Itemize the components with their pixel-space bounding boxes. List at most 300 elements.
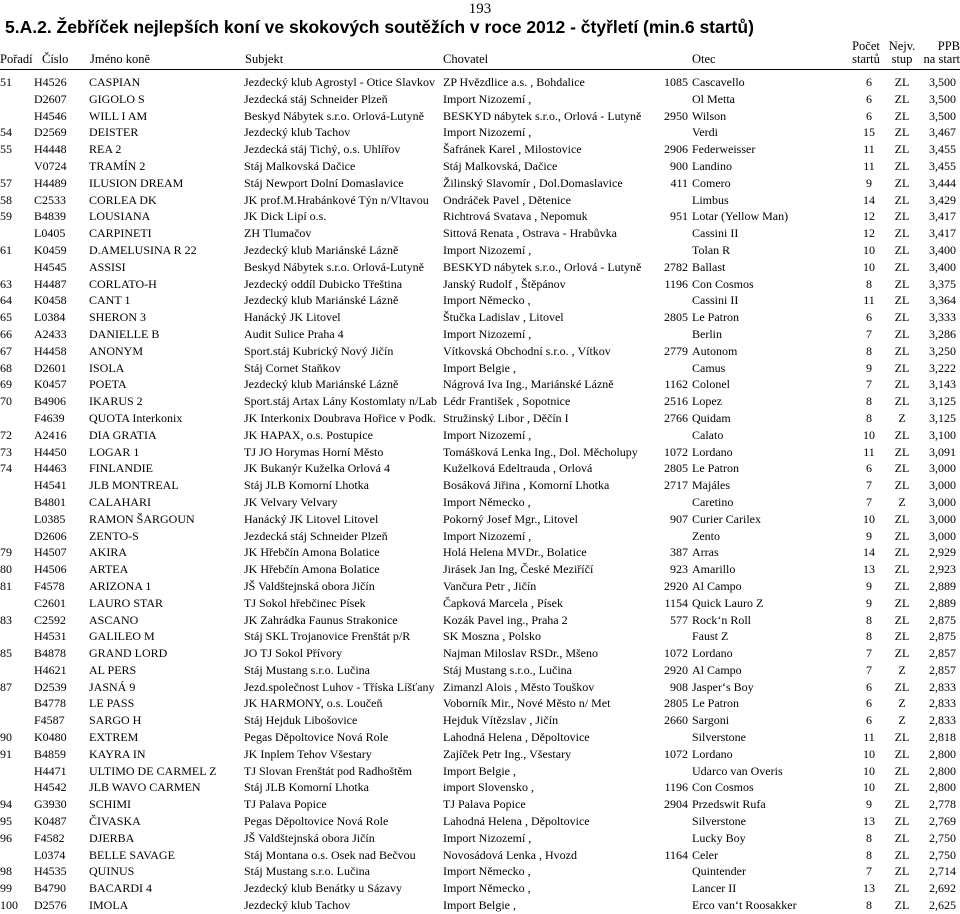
- subject-cell: Stáj Hejduk Libošovice: [244, 713, 358, 728]
- breeder-cell: Jirásek Jan Ing, České Meziříčí: [443, 562, 594, 577]
- rank-cell: 87: [0, 679, 12, 694]
- rank-cell: 55: [0, 142, 12, 157]
- max-level-cell: Z: [898, 713, 906, 728]
- rank-cell: 70: [0, 394, 12, 409]
- ppb-cell: 2,800: [929, 763, 956, 778]
- rank-cell: 99: [0, 881, 12, 896]
- breeder-cell: Bosáková Jiřina , Komorní Lhotka: [443, 478, 610, 493]
- sire-cell: Caretino: [692, 494, 734, 509]
- starts-cell: 9: [866, 528, 872, 543]
- rank-cell: 90: [0, 730, 12, 745]
- breeder-cell: Import Belgie ,: [443, 763, 516, 778]
- sire-cell: Quintender: [692, 864, 746, 879]
- breeder-cell: import Slovensko ,: [443, 780, 535, 795]
- starts-cell: 8: [866, 830, 872, 845]
- subject-cell: TJ Slovan Frenštát pod Radhoštěm: [244, 763, 412, 778]
- sire-cell: Federweisser: [692, 142, 756, 157]
- subject-cell: Pegas Děpoltovice Nová Role: [244, 814, 389, 829]
- subject-cell: JK Inplem Tehov Všestary: [244, 746, 372, 761]
- sire-cell: Lordano: [692, 646, 733, 661]
- starts-cell: 12: [863, 226, 875, 241]
- rank-cell: 100: [0, 898, 18, 913]
- header-starts: [846, 40, 886, 66]
- sire-cell: Ol Metta: [692, 91, 735, 106]
- horse-name-cell: QUOTA Interkonix: [89, 410, 183, 425]
- table-row: [0, 612, 960, 629]
- max-level-cell: ZL: [894, 746, 910, 761]
- starts-cell: 14: [863, 545, 875, 560]
- subject-cell: JK HAPAX, o.s. Postupice: [244, 427, 373, 442]
- sire-cell: Silverstone: [692, 814, 746, 829]
- horse-name-cell: ANONYM: [89, 343, 143, 358]
- starts-cell: 7: [866, 646, 872, 661]
- max-level-cell: ZL: [894, 898, 910, 913]
- sire-cell: Comero: [692, 175, 731, 190]
- subject-cell: JŠ Valdštejnská obora Jičín: [244, 830, 375, 845]
- ppb-cell: 3,400: [929, 242, 956, 257]
- ppb-cell: 2,929: [929, 545, 956, 560]
- table-row: [0, 276, 960, 293]
- subject-cell: JŠ Valdštejnská obora Jičín: [244, 578, 375, 593]
- breeder-cell: Najman Miloslav RSDr., Mšeno: [443, 646, 598, 661]
- table-row: [0, 679, 960, 696]
- ppb-cell: 2,889: [929, 578, 956, 593]
- breeder-cell: TJ Palava Popice: [443, 797, 526, 812]
- ppb-cell: 3,286: [929, 326, 956, 341]
- ppb-cell: 2,833: [929, 679, 956, 694]
- breeder-code-cell: 2782: [664, 259, 688, 274]
- sire-cell: Le Patron: [692, 310, 739, 325]
- subject-cell: JK Bukanýr Kuželka Orlová 4: [244, 461, 390, 476]
- starts-cell: 11: [863, 293, 875, 308]
- horse-name-cell: CORLEA DK: [89, 192, 157, 207]
- subject-cell: JK HARMONY, o.s. Loučeň: [244, 696, 383, 711]
- sire-cell: Lotar (Yellow Man): [692, 209, 789, 224]
- max-level-cell: ZL: [894, 595, 910, 610]
- table-row: [0, 124, 960, 141]
- number-cell: H4487: [34, 276, 67, 291]
- horse-name-cell: CASPIAN: [89, 75, 141, 89]
- ppb-cell: 3,364: [929, 293, 956, 308]
- max-level-cell: ZL: [894, 310, 910, 325]
- horse-name-cell: ARTEA: [89, 562, 129, 577]
- starts-cell: 11: [863, 444, 875, 459]
- ppb-cell: 3,467: [929, 125, 956, 140]
- ppb-cell: 3,500: [929, 91, 956, 106]
- number-cell: B4790: [34, 881, 67, 896]
- table-row: [0, 225, 960, 242]
- subject-cell: Jezdecký klub Tachov: [244, 898, 351, 913]
- ppb-cell: 3,222: [929, 360, 956, 375]
- table-row: [0, 628, 960, 645]
- ppb-cell: 3,500: [929, 75, 956, 89]
- horse-name-cell: GRAND LORD: [89, 646, 168, 661]
- starts-cell: 10: [863, 780, 875, 795]
- starts-cell: 13: [863, 562, 875, 577]
- subject-cell: Jezdecká stáj Tichý, o.s. Uhlířov: [244, 142, 401, 157]
- header-divider: [0, 69, 960, 70]
- rank-cell: 61: [0, 242, 12, 257]
- subject-cell: JK prof.M.Hrabánkové Týn n/Vltavou: [244, 192, 429, 207]
- subject-cell: JK Interkonix Doubrava Hořice v Podk.: [244, 410, 436, 425]
- breeder-code-cell: 1196: [664, 780, 688, 795]
- horse-name-cell: FINLANDIE: [89, 461, 153, 476]
- max-level-cell: ZL: [894, 377, 910, 392]
- max-level-cell: ZL: [894, 75, 910, 89]
- subject-cell: Jezdecký klub Benátky u Sázavy: [244, 881, 402, 896]
- sire-cell: Al Campo: [692, 662, 742, 677]
- ppb-cell: 2,769: [929, 814, 956, 829]
- horse-name-cell: IMOLA: [89, 898, 129, 913]
- subject-cell: Stáj Cornet Staňkov: [244, 360, 341, 375]
- breeder-cell: Zajíček Petr Ing., Všestary: [443, 746, 572, 761]
- starts-cell: 9: [866, 578, 872, 593]
- page-number: 193: [468, 1, 492, 17]
- rank-cell: 79: [0, 545, 12, 560]
- horse-name-cell: LE PASS: [89, 696, 135, 711]
- number-cell: A2416: [34, 427, 67, 442]
- table-row: [0, 393, 960, 410]
- horse-name-cell: SHERON 3: [89, 310, 147, 325]
- breeder-code-cell: 2660: [664, 713, 688, 728]
- breeder-cell: Žilinský Slavomír , Dol.Domaslavice: [443, 175, 623, 190]
- number-cell: D2576: [34, 898, 67, 913]
- rank-cell: 59: [0, 209, 12, 224]
- table-row: [0, 74, 960, 91]
- table-row: [0, 158, 960, 175]
- breeder-cell: Richtrová Svatava , Nepomuk: [443, 209, 588, 224]
- table-row: [0, 796, 960, 813]
- rank-cell: 65: [0, 310, 12, 325]
- subject-cell: Stáj Malkovská Dačice: [244, 158, 356, 173]
- breeder-cell: Novosádová Lenka , Hvozd: [443, 847, 577, 862]
- breeder-code-cell: 1072: [664, 444, 688, 459]
- sire-cell: Calato: [692, 427, 724, 442]
- ppb-cell: 2,857: [929, 646, 956, 661]
- max-level-cell: ZL: [894, 158, 910, 173]
- rank-cell: 81: [0, 578, 12, 593]
- horse-name-cell: BACARDI 4: [89, 881, 153, 896]
- subject-cell: Jezdecká stáj Schneider Plzeň: [244, 91, 388, 106]
- max-level-cell: ZL: [894, 814, 910, 829]
- max-level-cell: ZL: [894, 679, 910, 694]
- table-row: [0, 578, 960, 595]
- max-level-cell: Z: [898, 410, 906, 425]
- breeder-code-cell: 2920: [664, 662, 688, 677]
- max-level-cell: ZL: [894, 562, 910, 577]
- rank-cell: 67: [0, 343, 12, 358]
- ppb-cell: 3,000: [929, 461, 956, 476]
- header-horse: Jméno koně: [90, 52, 151, 66]
- max-level-cell: ZL: [894, 511, 910, 526]
- number-cell: A2433: [34, 326, 67, 341]
- sire-cell: Cascavello: [692, 75, 745, 89]
- sire-cell: Verdi: [692, 125, 718, 140]
- breeder-cell: Import Belgie ,: [443, 360, 516, 375]
- number-cell: B4859: [34, 746, 67, 761]
- sire-cell: Al Campo: [692, 578, 742, 593]
- subject-cell: Sport.stáj Kubrický Nový Jičín: [244, 343, 394, 358]
- horse-name-cell: GIGOLO S: [89, 91, 145, 106]
- ppb-cell: 2,875: [929, 612, 956, 627]
- breeder-cell: Vítkovská Obchodní s.r.o. , Vítkov: [443, 343, 611, 358]
- breeder-code-cell: 2906: [664, 142, 688, 157]
- horse-name-cell: DIA GRATIA: [89, 427, 157, 442]
- max-level-cell: ZL: [894, 91, 910, 106]
- table-row: [0, 410, 960, 427]
- number-cell: D2539: [34, 679, 67, 694]
- header-rank: Pořadí: [0, 52, 33, 66]
- table-row: [0, 645, 960, 662]
- rank-cell: 73: [0, 444, 12, 459]
- sire-cell: Ballast: [692, 259, 726, 274]
- sire-cell: Quidam: [692, 410, 731, 425]
- table-row: [0, 360, 960, 377]
- starts-cell: 6: [866, 91, 872, 106]
- breeder-cell: Import Nizozemí ,: [443, 242, 532, 257]
- max-level-cell: ZL: [894, 209, 910, 224]
- breeder-cell: Šafránek Karel , Milostovice: [443, 142, 582, 157]
- breeder-code-cell: 2516: [664, 394, 688, 409]
- breeder-cell: Import Německo ,: [443, 293, 531, 308]
- starts-cell: 7: [866, 494, 872, 509]
- sire-cell: Quick Lauro Z: [692, 595, 764, 610]
- header-owner: Chovatel: [443, 52, 489, 66]
- table-row: [0, 141, 960, 158]
- table-row: [0, 108, 960, 125]
- horse-name-cell: EXTREM: [89, 730, 139, 745]
- starts-cell: 15: [863, 125, 875, 140]
- ppb-cell: 3,400: [929, 259, 956, 274]
- horse-name-cell: SCHIMI: [89, 797, 132, 812]
- subject-cell: Hanácký JK Litovel Litovel: [244, 511, 379, 526]
- header-subject: Subjekt: [245, 52, 284, 66]
- sire-cell: Con Cosmos: [692, 780, 754, 795]
- max-level-cell: Z: [898, 696, 906, 711]
- breeder-cell: Štučka Ladislav , Litovel: [443, 310, 564, 325]
- breeder-code-cell: 1072: [664, 746, 688, 761]
- starts-cell: 7: [866, 864, 872, 879]
- max-level-cell: ZL: [894, 125, 910, 140]
- table-row: [0, 444, 960, 461]
- sire-cell: Rock‘n Roll: [692, 612, 751, 627]
- sire-cell: Amarillo: [692, 562, 736, 577]
- ppb-cell: 2,750: [929, 847, 956, 862]
- sire-cell: Le Patron: [692, 461, 739, 476]
- max-level-cell: ZL: [894, 629, 910, 644]
- breeder-cell: Čapková Marcela , Písek: [443, 595, 563, 610]
- ppb-cell: 3,000: [929, 511, 956, 526]
- sire-cell: Udarco van Overis: [692, 763, 783, 778]
- page-title: 5.A.2. Žebříček nejlepších koní ve skokových soutěžích v roce 2012 - čtyřletí (min.6 startů): [5, 17, 754, 37]
- table-row: [0, 746, 960, 763]
- sire-cell: Wilson: [692, 108, 727, 123]
- max-level-cell: ZL: [894, 763, 910, 778]
- starts-cell: 6: [866, 679, 872, 694]
- ppb-cell: 2,889: [929, 595, 956, 610]
- max-level-cell: ZL: [894, 847, 910, 862]
- breeder-cell: BESKYD nábytek s.r.o., Orlová - Lutyně: [443, 259, 642, 274]
- subject-cell: Stáj SKL Trojanovice Frenštát p/R: [244, 629, 411, 644]
- ppb-cell: 3,100: [929, 427, 956, 442]
- starts-cell: 13: [863, 881, 875, 896]
- breeder-code-cell: 923: [670, 562, 688, 577]
- max-level-cell: ZL: [894, 881, 910, 896]
- sire-cell: Faust Z: [692, 629, 729, 644]
- breeder-code-cell: 2904: [664, 797, 688, 812]
- subject-cell: JK Hřebčín Amona Bolatice: [244, 562, 380, 577]
- number-cell: D2607: [34, 91, 67, 106]
- number-cell: H4531: [34, 629, 67, 644]
- table-row: [0, 880, 960, 897]
- table-row: [0, 477, 960, 494]
- breeder-code-cell: 2805: [664, 461, 688, 476]
- horse-name-cell: RAMON ŠARGOUN: [89, 511, 195, 526]
- breeder-cell: Import Německo ,: [443, 864, 531, 879]
- number-cell: H4545: [34, 259, 67, 274]
- horse-name-cell: IKARUS 2: [89, 394, 143, 409]
- breeder-cell: BESKYD nábytek s.r.o., Orlová - Lutyně: [443, 108, 642, 123]
- subject-cell: Jezd.společnost Luhov - Tříska Líšťany: [244, 679, 435, 694]
- breeder-code-cell: 2717: [664, 478, 688, 493]
- sire-cell: Lucky Boy: [692, 830, 746, 845]
- table-row: [0, 259, 960, 276]
- table-row: [0, 544, 960, 561]
- horse-name-cell: JASNÁ 9: [89, 679, 136, 694]
- table-row: [0, 175, 960, 192]
- number-cell: L0374: [34, 847, 66, 862]
- rank-cell: 94: [0, 797, 12, 812]
- ppb-cell: 3,091: [929, 444, 956, 459]
- starts-cell: 13: [863, 814, 875, 829]
- subject-cell: Beskyd Nábytek s.r.o. Orlová-Lutyně: [244, 108, 424, 123]
- horse-name-cell: DJERBA: [89, 830, 135, 845]
- ppb-cell: 3,455: [929, 158, 956, 173]
- horse-name-cell: D.AMELUSINA R 22: [89, 242, 197, 257]
- table-row: [0, 192, 960, 209]
- breeder-cell: Lahodná Helena , Děpoltovice: [443, 814, 590, 829]
- sire-cell: Curier Carilex: [692, 511, 761, 526]
- number-cell: B4878: [34, 646, 67, 661]
- subject-cell: Stáj JLB Komorní Lhotka: [244, 780, 369, 795]
- number-cell: H4546: [34, 108, 67, 123]
- horse-name-cell: DEISTER: [89, 125, 139, 140]
- sire-cell: Zento: [692, 528, 720, 543]
- subject-cell: Stáj Newport Dolní Domaslavice: [244, 175, 404, 190]
- rank-cell: 69: [0, 377, 12, 392]
- max-level-cell: ZL: [894, 427, 910, 442]
- rank-cell: 66: [0, 326, 12, 341]
- number-cell: H4535: [34, 864, 67, 879]
- breeder-code-cell: 577: [670, 612, 688, 627]
- horse-name-cell: JLB WAVO CARMEN: [89, 780, 201, 795]
- table-row: [0, 863, 960, 880]
- number-cell: H4450: [34, 444, 67, 459]
- breeder-cell: Sittová Renata , Ostrava - Hrabůvka: [443, 226, 617, 241]
- sire-cell: Celer: [692, 847, 718, 862]
- max-level-cell: ZL: [894, 646, 910, 661]
- breeder-cell: Import Belgie ,: [443, 898, 516, 913]
- number-cell: F4578: [34, 578, 65, 593]
- subject-cell: Audit Sulice Praha 4: [244, 326, 344, 341]
- max-level-cell: ZL: [894, 478, 910, 493]
- ppb-cell: 2,625: [929, 898, 956, 913]
- subject-cell: Jezdecká stáj Schneider Plzeň: [244, 528, 388, 543]
- table-row: [0, 695, 960, 712]
- sire-cell: Berlin: [692, 326, 722, 341]
- horse-name-cell: REA 2: [89, 142, 122, 157]
- table-row: [0, 343, 960, 360]
- breeder-code-cell: 951: [670, 209, 688, 224]
- max-level-cell: ZL: [894, 528, 910, 543]
- rank-cell: 98: [0, 864, 12, 879]
- number-cell: H4489: [34, 175, 67, 190]
- starts-cell: 12: [863, 209, 875, 224]
- subject-cell: TJ Sokol hřebčinec Písek: [244, 595, 366, 610]
- starts-cell: 9: [866, 595, 872, 610]
- starts-cell: 8: [866, 343, 872, 358]
- subject-cell: Sport.stáj Artax Lány Kostomlaty n/Lab: [244, 394, 437, 409]
- starts-cell: 10: [863, 242, 875, 257]
- subject-cell: Jezdecký klub Tachov: [244, 125, 351, 140]
- max-level-cell: ZL: [894, 444, 910, 459]
- table-row: [0, 460, 960, 477]
- breeder-cell: Import Nizozemí ,: [443, 427, 532, 442]
- ppb-cell: 2,800: [929, 746, 956, 761]
- header-ppb-line1: PPB: [937, 39, 960, 53]
- starts-cell: 7: [866, 326, 872, 341]
- max-level-cell: ZL: [894, 175, 910, 190]
- subject-cell: Jezdecký klub Mariánské Lázně: [244, 242, 399, 257]
- number-cell: B4778: [34, 696, 67, 711]
- breeder-code-cell: 2805: [664, 310, 688, 325]
- rank-cell: 58: [0, 192, 12, 207]
- horse-name-cell: ULTIMO DE CARMEL Z: [89, 763, 217, 778]
- number-cell: H4507: [34, 545, 67, 560]
- number-cell: H4526: [34, 75, 67, 89]
- rank-cell: 64: [0, 293, 12, 308]
- table-row: [0, 494, 960, 511]
- breeder-cell: Import Nizozemí ,: [443, 326, 532, 341]
- horse-name-cell: ČIVASKA: [89, 814, 141, 829]
- sire-cell: Lopez: [692, 394, 722, 409]
- ppb-cell: 3,000: [929, 478, 956, 493]
- starts-cell: 9: [866, 797, 872, 812]
- horse-name-cell: LAURO STAR: [89, 595, 164, 610]
- subject-cell: Pegas Děpoltovice Nová Role: [244, 730, 389, 745]
- sire-cell: Landino: [692, 158, 732, 173]
- horse-name-cell: AL PERS: [89, 662, 137, 677]
- table-row: [0, 779, 960, 796]
- sire-cell: Colonel: [692, 377, 730, 392]
- number-cell: G3930: [34, 797, 67, 812]
- breeder-cell: Janský Rudolf , Štěpánov: [443, 276, 566, 291]
- breeder-code-cell: 900: [670, 158, 688, 173]
- horse-name-cell: LOGAR 1: [89, 444, 140, 459]
- number-cell: L0405: [34, 226, 66, 241]
- horse-name-cell: ISOLA: [89, 360, 125, 375]
- sire-cell: Erco van‘t Roosakker: [692, 898, 797, 913]
- breeder-code-cell: 1162: [664, 377, 688, 392]
- table-row: [0, 847, 960, 864]
- rank-cell: 54: [0, 125, 12, 140]
- max-level-cell: ZL: [894, 142, 910, 157]
- breeder-cell: Nágrová Iva Ing., Mariánské Lázně: [443, 377, 614, 392]
- table-row: [0, 813, 960, 830]
- ppb-cell: 2,750: [929, 830, 956, 845]
- breeder-cell: Hejduk Vítězslav , Jičín: [443, 713, 559, 728]
- max-level-cell: ZL: [894, 545, 910, 560]
